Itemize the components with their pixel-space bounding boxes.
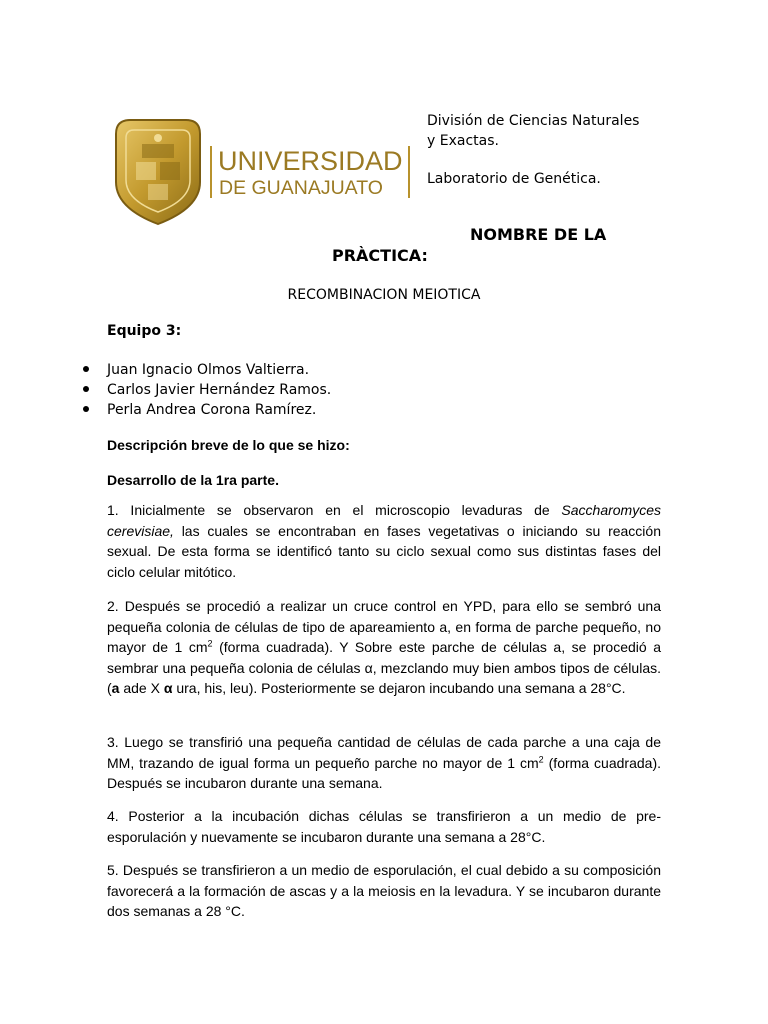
paragraph-3 <box>107 732 661 794</box>
member-name: Juan Ignacio Olmos Valtierra. <box>107 362 310 378</box>
list-item <box>79 400 331 420</box>
paragraph-2 <box>107 596 661 699</box>
title-line1: NOMBRE DE LA <box>470 225 607 244</box>
mating-type-alpha: α <box>163 680 173 697</box>
paragraph-text: 3. Luego se transfirió una pequeña cantidad de células de cada parche a una caja de MM, trazando de igual forma un pequeño parche no mayor de 1 cm <box>107 734 661 771</box>
lab-name: Laboratorio de Genética. <box>427 171 601 187</box>
superscript: 2 <box>207 638 213 649</box>
university-seal-icon <box>108 116 418 228</box>
species-name: Saccharomyces cerevisiae, <box>107 502 661 539</box>
mating-type-a: a <box>111 680 120 697</box>
list-item <box>79 380 331 400</box>
paragraph-text: las cuales se encontraban en fases vegetativas o iniciando su reacción sexual. De esta forma se identificó tanto su ciclo sexual como sus distintas fases del ciclo celular mitótico. <box>107 522 661 580</box>
university-logo <box>108 116 418 228</box>
title-line2: PRÀCTICA: <box>332 246 428 265</box>
department-line1: División de Ciencias Naturales <box>427 113 640 129</box>
list-item <box>79 360 331 380</box>
paragraph-1 <box>107 500 661 582</box>
bullet-icon <box>83 386 89 392</box>
section-heading-description: Descripción breve de lo que se hizo: <box>107 437 350 453</box>
paragraph-text: 2. Después se procedió a realizar un cruce control en YPD, para ello se sembró una pequeña colonia de células de tipo de apareamiento a, en forma de parche pequeño, no mayor de 1 cm <box>107 598 661 656</box>
bullet-icon <box>83 406 89 412</box>
department-line2: y Exactas. <box>427 133 499 149</box>
paragraph-text: ura, his, leu). Posteriormente se dejaron incubando una semana a 28°C. <box>172 680 626 697</box>
practice-subject: RECOMBINACION MEIOTICA <box>287 287 481 303</box>
superscript: 2 <box>538 753 544 764</box>
paragraph-text: 5. Después se transfirieron a un medio de esporulación, el cual debido a su composición favorecerá a la formación de ascas y a la meiosis en la levadura. Y se incubaron durante dos semanas a 28 °C. <box>107 862 661 920</box>
paragraph-5 <box>107 860 661 922</box>
paragraph-text: (forma cuadrada). Después se incubaron durante una semana. <box>107 754 661 792</box>
team-member-list <box>79 360 331 420</box>
paragraph-text: 1. Inicialmente se observaron en el microscopio levaduras de <box>107 502 562 518</box>
member-name: Carlos Javier Hernández Ramos. <box>107 382 332 398</box>
logo-line1: UNIVERSIDAD <box>218 146 403 176</box>
paragraph-text: (forma cuadrada). Y Sobre este parche de células a, se procedió a sembrar una pequeña colonia de células α, mezclando muy bien ambos tipos de células. ( <box>107 639 661 697</box>
member-name: Perla Andrea Corona Ramírez. <box>107 402 317 418</box>
bullet-icon <box>83 366 89 372</box>
section-heading-part1: Desarrollo de la 1ra parte. <box>107 472 279 488</box>
logo-line2: DE GUANAJUATO <box>219 177 383 199</box>
paragraph-text: 4. Posterior a la incubación dichas células se transfirieron a un medio de pre-esporulación y nuevamente se incubaron durante una semana a 28°C. <box>107 808 661 845</box>
team-label: Equipo 3: <box>107 323 182 339</box>
department-block <box>427 111 639 189</box>
paragraph-4 <box>107 806 661 847</box>
paragraph-text: ade X <box>119 680 164 697</box>
